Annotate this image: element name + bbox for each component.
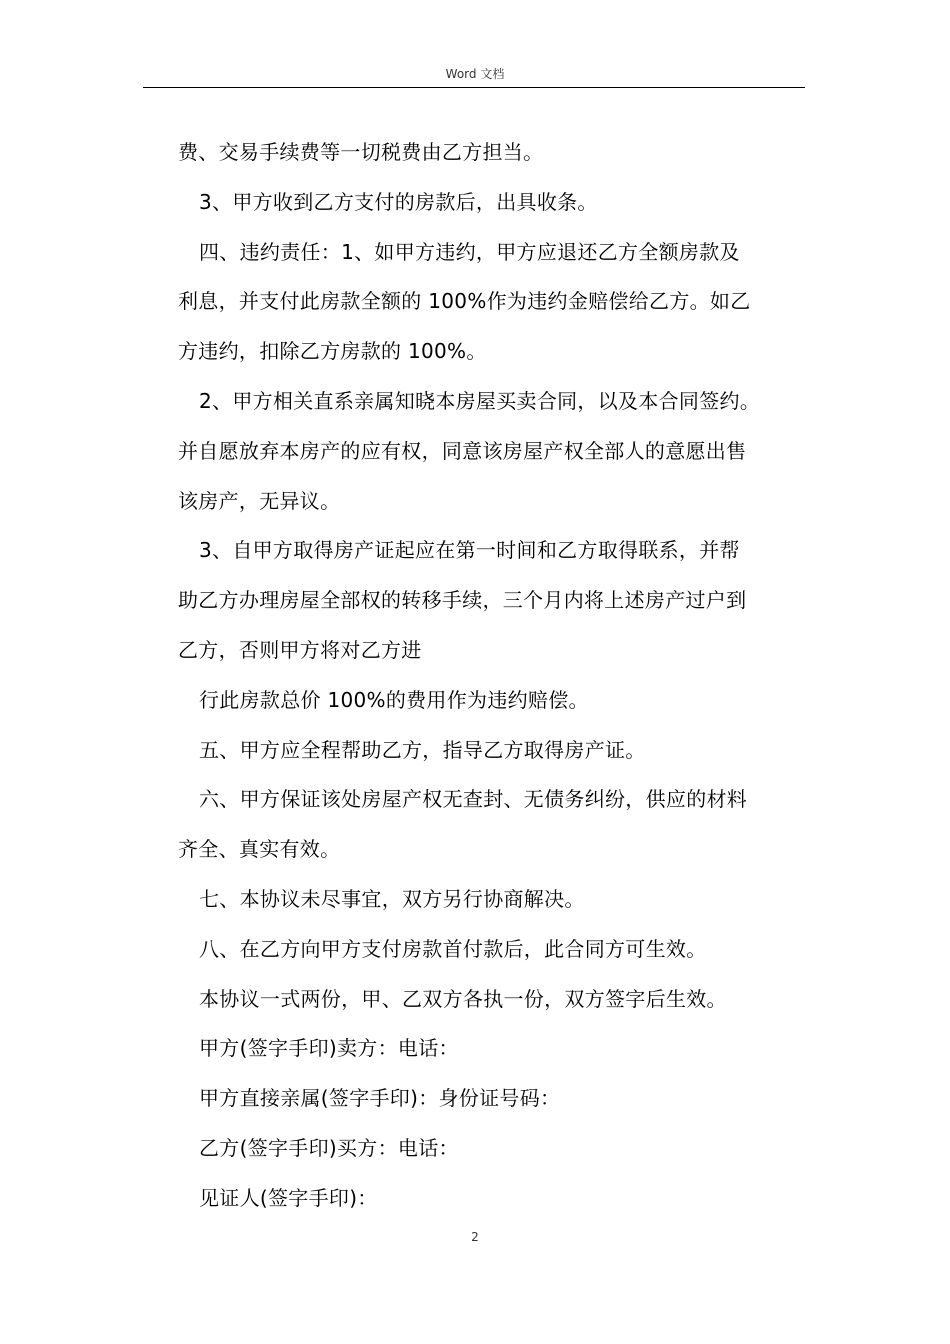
paragraph-line: 八、在乙方向甲方支付房款首付款后，此合同方可生效。 — [199, 936, 707, 961]
page-header: Word 文档 — [445, 67, 505, 81]
signature-line-relative: 甲方直接亲属(签字手印)：身份证号码： — [199, 1086, 561, 1111]
paragraph-line: 七、本协议未尽事宜，双方另行协商解决。 — [199, 886, 585, 911]
paragraph-line: 方违约，扣除乙方房款的 100%。 — [178, 339, 487, 364]
paragraph-line: 行此房款总价 100%的费用作为违约赔偿。 — [199, 687, 589, 712]
paragraph-line: 六、甲方保证该处房屋产权无查封、无债务纠纷，供应的材料 — [199, 787, 748, 812]
paragraph-line: 本协议一式两份，甲、乙双方各执一份，双方签字后生效。 — [199, 986, 727, 1011]
paragraph-line: 四、违约责任：1、如甲方违约，甲方应退还乙方全额房款及 — [199, 239, 740, 264]
header-divider — [143, 87, 805, 88]
paragraph-line: 3、甲方收到乙方支付的房款后，出具收条。 — [199, 189, 598, 214]
signature-line-seller: 甲方(签字手印)卖方：电话： — [199, 1036, 459, 1061]
paragraph-line: 齐全、真实有效。 — [178, 837, 341, 862]
paragraph-line: 乙方，否则甲方将对乙方进 — [178, 637, 422, 662]
paragraph-line: 该房产，无异议。 — [178, 488, 341, 513]
paragraph-line: 2、甲方相关直系亲属知晓本房屋买卖合同，以及本合同签约。 — [199, 388, 761, 413]
page-number: 2 — [471, 1230, 479, 1244]
paragraph-line: 3、自甲方取得房产证起应在第一时间和乙方取得联系，并帮 — [199, 538, 740, 563]
signature-line-witness: 见证人(签字手印)： — [199, 1185, 378, 1210]
paragraph-line: 并自愿放弃本房产的应有权，同意该房屋产权全部人的意愿出售 — [178, 438, 747, 463]
paragraph-line: 助乙方办理房屋全部权的转移手续，三个月内将上述房产过户到 — [178, 588, 747, 613]
paragraph-line: 利息，并支付此房款全额的 100%作为违约金赔偿给乙方。如乙 — [178, 289, 751, 314]
document-body — [178, 128, 806, 1224]
paragraph-line: 五、甲方应全程帮助乙方，指导乙方取得房产证。 — [199, 737, 646, 762]
paragraph-line: 费、交易手续费等一切税费由乙方担当。 — [178, 140, 544, 164]
signature-line-buyer: 乙方(签字手印)买方：电话： — [199, 1135, 459, 1160]
